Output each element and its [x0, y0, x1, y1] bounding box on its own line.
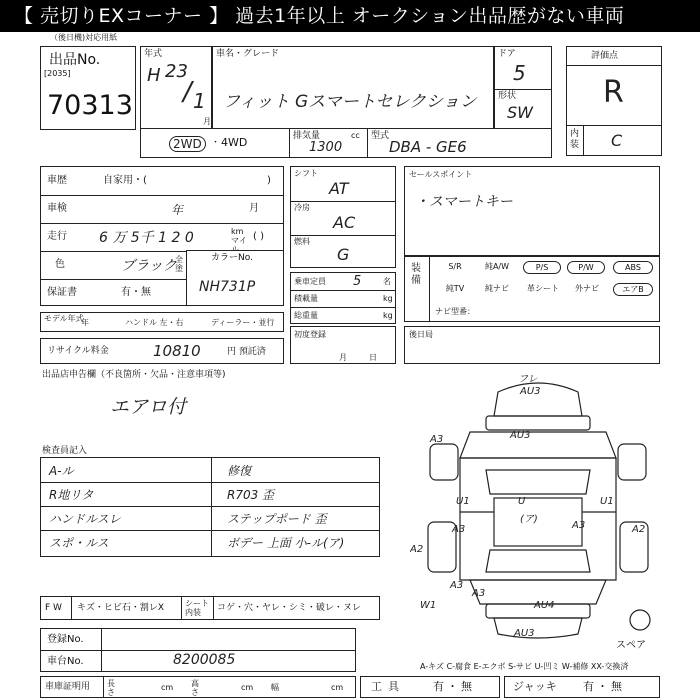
mark-front-au3: AU3: [520, 386, 541, 397]
color-code-value: NH731P: [199, 279, 256, 295]
weight-unit: kg: [383, 311, 393, 320]
mark-left-a2: A2: [410, 544, 424, 555]
interior-label: 内装: [570, 129, 580, 150]
sales-point-value: ・スマートキー: [415, 194, 513, 210]
displacement-label: 排気量: [293, 131, 321, 141]
load-label: 積載量: [294, 294, 318, 303]
history-close: ): [267, 175, 271, 186]
aircon-value: AC: [333, 213, 356, 232]
score-label: 評価点: [591, 51, 619, 61]
inspector-row1-left: A-ル: [49, 464, 74, 478]
history-label: 車歴: [47, 175, 67, 186]
color-repaint: 全塗: [175, 255, 183, 273]
year-value: 23: [165, 61, 188, 82]
sales-point-box: [404, 166, 660, 256]
seat-label: シート内装: [185, 599, 209, 617]
score-value: R: [603, 75, 624, 110]
jack-label: ジャッキ: [513, 680, 557, 693]
recycle-box: [40, 338, 284, 364]
load-unit: kg: [383, 294, 393, 303]
tools-label: 工具: [371, 680, 405, 693]
warranty-value: 有・無: [121, 287, 151, 298]
inspector-row3-left: ハンドルスレ: [49, 512, 121, 526]
lot-box: [40, 46, 136, 130]
seat-items: コゲ・穴・ヤレ・シミ・破レ・ヌレ: [217, 603, 361, 613]
capacity-unit: 名: [383, 277, 391, 286]
inspection-label: 車検: [47, 203, 67, 214]
mark-rear-left-a3: A3: [450, 580, 464, 591]
cert-unit-a: cm: [161, 683, 174, 692]
history-options: 自家用・(: [103, 175, 147, 186]
color-value: ブラック: [121, 258, 177, 274]
inspector-row1-right: 修復: [227, 464, 252, 478]
capacity-value: 5: [353, 274, 362, 289]
displacement-unit: cc: [351, 131, 360, 140]
color-label: 色: [55, 259, 65, 270]
mark-roof-u: U: [518, 496, 526, 507]
equip-pw: P/W: [567, 261, 605, 274]
mark-w1: W1: [420, 600, 437, 611]
reg-date-box: [290, 326, 399, 364]
mid-table: [290, 166, 396, 268]
equip-abs: ABS: [613, 261, 653, 274]
spec-row: [140, 128, 552, 158]
chassis-label: 車台No.: [47, 656, 84, 667]
car-name: フィット Gスマートセレクション: [223, 92, 477, 112]
mark-hood-au3: AU3: [510, 430, 531, 441]
model-year-label: モデル年式: [44, 314, 84, 323]
equip-sr: S/R: [448, 262, 462, 271]
inspection-month: 月: [249, 203, 259, 214]
inspection-value: 年: [171, 203, 184, 217]
spare-label: スペア: [616, 640, 646, 651]
mark-right-u1: U1: [600, 496, 614, 507]
year-month: 1: [193, 89, 206, 113]
banner-text: 【 売切りEXコーナー 】 過去1年以上 オークション出品歴がない車両: [14, 5, 625, 27]
car-damage-diagram: [410, 372, 666, 640]
inspector-row4-right: ボデー 上面 小-ル(ア): [227, 536, 345, 550]
fw-items: キズ・ヒビ石・割レX: [77, 603, 164, 613]
mark-right-a2: A2: [632, 524, 646, 535]
fw-row: [40, 596, 380, 620]
chassis-value: 8200085: [173, 652, 236, 668]
later-date-box: [404, 326, 660, 364]
warranty-label: 保証書: [47, 287, 77, 298]
color-code-box: [186, 250, 284, 306]
inspector-row2-left: R地リタ: [49, 488, 94, 502]
equip-aw: 純A/W: [484, 262, 510, 271]
equip-airbag: エアB: [613, 283, 653, 296]
cert-box: [40, 676, 356, 698]
recycle-value: 10810: [153, 342, 201, 360]
mark-paren: (ア): [520, 514, 538, 525]
page-banner: [0, 0, 700, 32]
later-date-label: 後日局: [409, 330, 433, 339]
lot-badge: [2035]: [44, 69, 71, 78]
lot-label: 出品No.: [49, 52, 101, 68]
year-label: 年式: [144, 49, 163, 59]
jack-value: 有・無: [583, 680, 625, 693]
year-month-unit: 月: [203, 117, 211, 126]
year-slash: /: [183, 77, 192, 107]
fuel-label: 燃料: [294, 237, 310, 246]
drive-2wd: 2WD: [169, 136, 206, 152]
mark-left-front-a3: A3: [430, 434, 444, 445]
fuel-value: G: [337, 245, 350, 264]
mark-fre: フレ: [518, 374, 538, 385]
model-value: DBA - GE6: [389, 138, 467, 156]
shift-value: AT: [329, 179, 349, 198]
lot-number: 70313: [47, 90, 133, 121]
notes-value: エアロ付: [110, 396, 187, 418]
car-box: [212, 46, 494, 130]
mark-rear-a3: A3: [472, 588, 486, 599]
navi-model-label: ナビ型番：: [435, 307, 475, 316]
reg-date-label: 初度登録: [294, 330, 326, 339]
cert-width: 幅: [271, 683, 279, 692]
sales-point-label: セールスポイント: [409, 170, 473, 179]
fw-label: F W: [45, 603, 62, 613]
mileage-paren: ( ): [253, 231, 264, 242]
drive-dot: ・: [211, 138, 221, 148]
handle-side: ハンドル 左・右: [125, 318, 184, 327]
inspector-row3-right: ステップポード 歪: [227, 512, 327, 526]
score-box: [566, 46, 662, 156]
cert-label: 車庫証明用: [45, 682, 91, 692]
year-era: H: [147, 65, 161, 86]
header-note: （後日機)対応用紙: [50, 33, 118, 42]
mileage-value: 6 万 5千 1 2 0: [99, 230, 194, 246]
shift-label: シフト: [294, 169, 318, 178]
inspector-table: [40, 457, 380, 557]
mark-rear-au3: AU3: [514, 628, 535, 639]
inspector-row2-right: R703 歪: [227, 488, 275, 502]
drive-4wd: 4WD: [221, 136, 248, 149]
mark-left-a3: A3: [452, 524, 466, 535]
reg-box: [40, 628, 356, 672]
mark-rear-au4: AU4: [534, 600, 555, 611]
equip-ext-navi: 外ナビ: [575, 284, 599, 293]
cert-unit-c: cm: [331, 683, 344, 692]
reg-date-unit: 月日: [339, 353, 399, 362]
recycle-unit: 円 預託済: [227, 347, 266, 357]
displacement-value: 1300: [309, 140, 343, 155]
notes-label: 出品店申告欄（不良箇所・欠品・注意車項等): [42, 370, 226, 380]
inspector-row4-left: スポ・ルス: [49, 536, 109, 550]
shape-value: SW: [507, 103, 533, 122]
mark-right-a3: A3: [572, 520, 586, 531]
door-box: [494, 46, 552, 130]
dealer-type: ディーラー・並行: [211, 318, 275, 327]
equip-ps: P/S: [523, 261, 561, 274]
model-year-row: [40, 312, 284, 332]
doors-label: ドア: [498, 49, 516, 59]
inspector-label: 検査員記入: [42, 446, 88, 456]
tools-value: 有・無: [433, 680, 475, 693]
shape-label: 形状: [498, 91, 517, 101]
interior-value: C: [611, 131, 623, 150]
year-box: [140, 46, 212, 130]
mileage-unit: km マイ: [231, 227, 247, 245]
tools-box: [360, 676, 500, 698]
equip-leather: 革シート: [527, 284, 559, 293]
color-code-label: カラーNo.: [211, 253, 253, 263]
car-label: 車名・グレード: [216, 49, 280, 59]
equipment-box: [404, 256, 660, 322]
capacity-label: 乗車定員: [294, 277, 326, 286]
mark-left-u1: U1: [456, 496, 470, 507]
aircon-label: 冷房: [294, 203, 310, 212]
registration-label: 登録No.: [47, 634, 84, 645]
weight-label: 総重量: [294, 311, 318, 320]
cert-length: 長さ: [107, 679, 115, 697]
doors-value: 5: [513, 61, 526, 85]
cert-height: 高さ: [191, 679, 199, 697]
capacity-table: [290, 272, 396, 324]
model-year-unit: 年: [81, 318, 89, 327]
recycle-label: リサイクル料金: [47, 346, 109, 356]
equip-navi: 純ナビ: [485, 284, 509, 293]
equipment-label: 装備: [411, 263, 421, 286]
jack-box: [504, 676, 660, 698]
model-label: 型式: [371, 131, 390, 141]
equip-tv: 純TV: [445, 284, 465, 293]
damage-legend: A-キズ C-腐食 E-エクボ S-サビ U-凹ミ W-補修 XX-交換済: [420, 662, 629, 671]
mileage-label: 走行: [47, 231, 67, 242]
cert-unit-b: cm: [241, 683, 254, 692]
